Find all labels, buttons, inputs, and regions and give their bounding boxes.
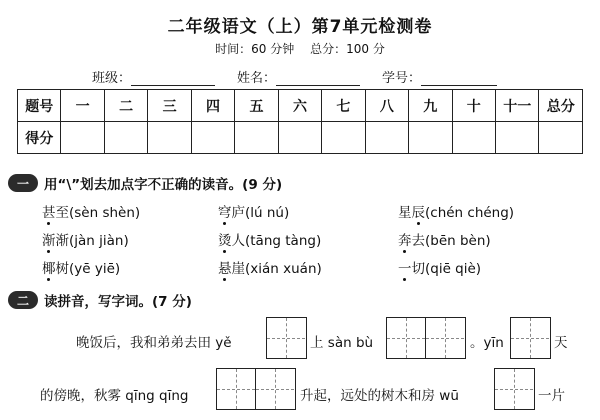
writing-grid[interactable] (494, 368, 535, 410)
writing-cell[interactable] (267, 318, 305, 358)
section-1-heading (8, 173, 282, 193)
writing-cell[interactable] (426, 318, 464, 358)
writing-cell[interactable] (511, 318, 549, 358)
word-rest: 树 (55, 261, 69, 277)
dotted-char: 一 (398, 261, 412, 277)
class-blank[interactable] (131, 71, 215, 86)
score-header-cell: 九 (409, 90, 452, 122)
pinyin-item (42, 201, 140, 221)
word-pre: 星 (398, 205, 412, 221)
score-cell[interactable] (104, 122, 147, 154)
word-rest: 庐 (231, 205, 245, 221)
pinyin-item (398, 229, 491, 249)
score-cell[interactable] (191, 122, 234, 154)
pinyin-item (218, 201, 289, 221)
word-rest: 至 (55, 205, 69, 221)
pinyin-item (398, 257, 481, 277)
pinyin-options[interactable]: (chén chéng) (425, 205, 515, 221)
dotted-char: 烫 (218, 233, 232, 249)
dotted-char: 奔 (398, 233, 412, 249)
id-label: 学号： (382, 71, 422, 86)
name-field (237, 67, 360, 86)
score-table (17, 89, 583, 154)
dotted-char: 椰 (42, 261, 56, 277)
score-header-cell: 七 (322, 90, 365, 122)
score-header-cell: 六 (278, 90, 321, 122)
word-rest: 崖 (231, 261, 245, 277)
line1-text4: 天 (554, 335, 568, 351)
score-cell[interactable] (452, 122, 495, 154)
score-row-label: 得分 (18, 122, 61, 154)
pinyin-options[interactable]: (jàn jiàn) (69, 233, 129, 249)
score-cell[interactable] (322, 122, 365, 154)
pinyin-options[interactable]: (lú nú) (245, 205, 290, 221)
score-cell[interactable] (235, 122, 278, 154)
section-1-badge: 一 (8, 174, 38, 192)
dotted-char: 辰 (411, 205, 425, 221)
pinyin-item (42, 257, 120, 277)
score-header-cell: 八 (365, 90, 408, 122)
pinyin-item (218, 257, 322, 277)
score-header-cell: 二 (104, 90, 147, 122)
dotted-char: 甚 (42, 205, 56, 221)
pinyin-options[interactable]: (tāng tàng) (245, 233, 322, 249)
score-cell[interactable] (61, 122, 104, 154)
pinyin-options[interactable]: (xián xuán) (245, 261, 322, 277)
pinyin-item (218, 229, 321, 249)
page-title: 二年级语文（上）第7单元检测卷 (167, 17, 433, 37)
score-header-cell: 十一 (495, 90, 538, 122)
pinyin-options[interactable]: (qiē qiè) (425, 261, 482, 277)
pinyin-options[interactable]: (sèn shèn) (69, 205, 141, 221)
word-rest: 切 (411, 261, 425, 277)
section-1-prompt: 用“\”划去加点字不正确的读音。(9 分) (44, 177, 283, 193)
pinyin-item (42, 229, 129, 249)
score-cell[interactable] (365, 122, 408, 154)
line1-text1: 晚饭后，我和弟弟去田 yě (76, 335, 232, 351)
score-header-cell: 四 (191, 90, 234, 122)
line1-text2: 上 sàn bù (310, 335, 374, 351)
score-cell[interactable] (495, 122, 538, 154)
dotted-char: 渐 (42, 233, 56, 249)
id-blank[interactable] (421, 71, 497, 86)
exam-total: 总分：100 分 (310, 42, 385, 56)
id-field (382, 67, 497, 86)
writing-cell[interactable] (495, 369, 533, 409)
writing-cell[interactable] (256, 369, 294, 409)
dotted-char: 穹 (218, 205, 232, 221)
line2-text2: 升起，远处的树木和房 wū (300, 388, 459, 404)
score-header-cell: 题号 (18, 90, 61, 122)
name-label: 姓名： (237, 71, 277, 86)
class-label: 班级： (92, 71, 132, 86)
line1-text3: 。yīn (470, 335, 504, 351)
exam-meta (0, 40, 600, 57)
score-header-cell: 五 (235, 90, 278, 122)
section-2-prompt: 读拼音，写字词。(7 分) (44, 294, 192, 310)
score-header-cell: 三 (148, 90, 191, 122)
exam-time: 时间：60 分钟 (215, 42, 295, 56)
score-header-cell: 一 (61, 90, 104, 122)
writing-grid[interactable] (386, 317, 466, 359)
score-cell[interactable] (539, 122, 583, 154)
writing-grid[interactable] (266, 317, 307, 359)
writing-cell[interactable] (387, 318, 426, 358)
pinyin-options[interactable]: (bēn bèn) (425, 233, 491, 249)
line2-text3: 一片 (538, 388, 565, 404)
score-value-row (18, 122, 583, 154)
word-rest: 去 (411, 233, 425, 249)
class-field (92, 67, 215, 86)
writing-cell[interactable] (217, 369, 256, 409)
pinyin-item (398, 201, 514, 221)
score-header-row (18, 90, 583, 122)
score-cell[interactable] (278, 122, 321, 154)
name-blank[interactable] (276, 71, 360, 86)
pinyin-options[interactable]: (yē yiē) (69, 261, 121, 277)
writing-grid[interactable] (510, 317, 551, 359)
dotted-char: 悬 (218, 261, 232, 277)
writing-grid[interactable] (216, 368, 296, 410)
score-header-cell: 十 (452, 90, 495, 122)
section-2-heading (8, 290, 192, 310)
line2-text1: 的傍晚，秋雾 qīng qīng (40, 388, 189, 404)
word-rest: 人 (231, 233, 245, 249)
score-header-cell: 总分 (539, 90, 583, 122)
word-rest: 渐 (55, 233, 69, 249)
score-cell[interactable] (409, 122, 452, 154)
score-cell[interactable] (148, 122, 191, 154)
student-info (92, 67, 519, 86)
section-2-badge: 二 (8, 291, 38, 309)
